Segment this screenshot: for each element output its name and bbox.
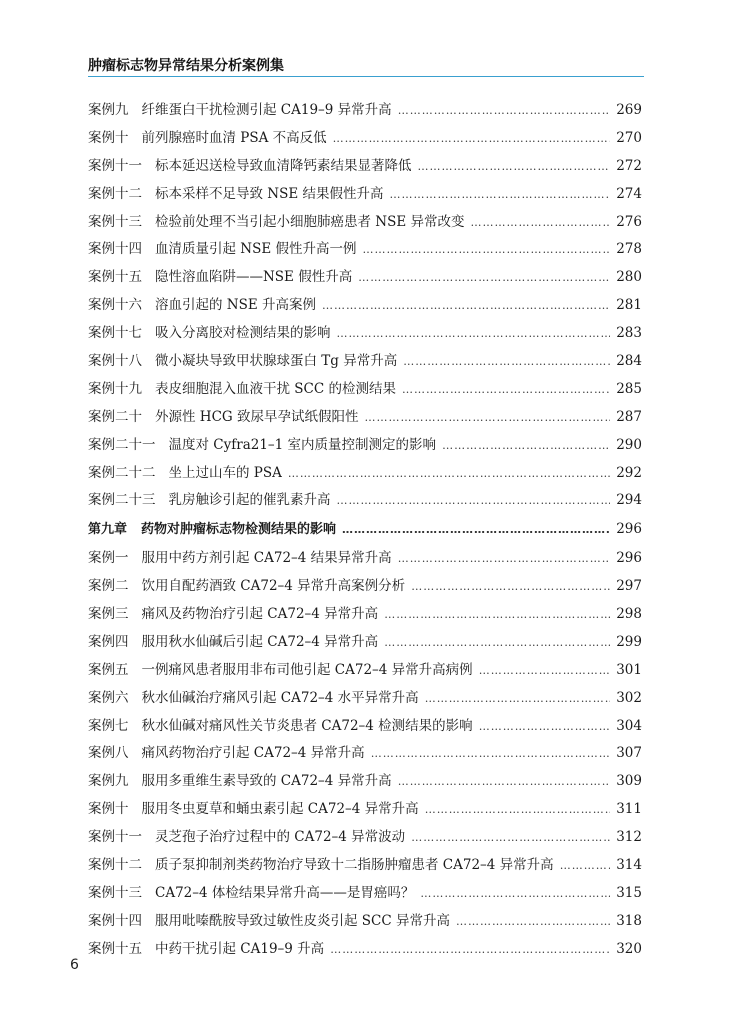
- toc-entry-label: 案例六: [88, 689, 129, 706]
- toc-entry-title: 痛风及药物治疗引起 CA72–4 异常升高: [141, 606, 379, 623]
- toc-entry[interactable]: [88, 182, 642, 210]
- toc-entry[interactable]: [88, 237, 642, 265]
- toc-entry[interactable]: [88, 574, 642, 602]
- dot-leader: [363, 243, 611, 256]
- toc-entry-title: 一例痛风患者服用非布司他引起 CA72–4 异常升高病例: [141, 661, 473, 678]
- dot-leader: [471, 216, 611, 229]
- toc-entry-page: 309: [616, 773, 642, 790]
- toc-entry-page: 278: [616, 241, 642, 258]
- dot-leader: [411, 831, 610, 844]
- toc-entry-label: 案例二十: [88, 408, 142, 425]
- toc-entry-page: 297: [616, 578, 642, 595]
- toc-entry[interactable]: [88, 210, 642, 238]
- toc-entry[interactable]: [88, 825, 642, 853]
- toc-entry-title: 吸入分离胶对检测结果的影响: [155, 325, 331, 342]
- toc-entry-label: 案例五: [88, 661, 129, 678]
- toc-entry-label: 案例十一: [88, 829, 142, 846]
- toc-entry-title: 标本采样不足导致 NSE 结果假性升高: [155, 185, 384, 202]
- toc-entry-title: 检验前处理不当引起小细胞肺癌患者 NSE 异常改变: [155, 213, 465, 230]
- toc-entry-page: 312: [616, 829, 642, 846]
- toc-entry[interactable]: [88, 546, 642, 574]
- dot-leader: [425, 803, 611, 816]
- toc-entry-label: 案例二十一: [88, 436, 156, 453]
- dot-leader: [322, 299, 610, 312]
- dot-leader: [479, 720, 611, 733]
- dot-leader: [358, 271, 610, 284]
- dot-leader: [425, 692, 611, 705]
- toc-entry-page: 315: [616, 884, 642, 901]
- toc-entry-title: 秋水仙碱治疗痛风引起 CA72–4 水平异常升高: [141, 689, 419, 706]
- toc-entry-page: 269: [616, 102, 642, 118]
- toc-entry-page: 318: [616, 912, 642, 929]
- toc-entry-page: 320: [616, 940, 642, 957]
- toc-entry-title: CA72–4 体检结果异常升高——是胃癌吗？: [155, 884, 415, 901]
- toc-entry-title: 前列腺癌时血清 PSA 不高反低: [141, 129, 327, 146]
- toc-entry-page: 296: [616, 550, 642, 567]
- toc-entry[interactable]: [88, 461, 642, 489]
- dot-leader: [390, 188, 611, 201]
- toc-entry-title: 微小凝块导致甲状腺球蛋白 Tg 异常升高: [155, 353, 398, 370]
- toc-entry-label: 案例十: [88, 801, 129, 818]
- toc-entry-page: 304: [616, 717, 642, 734]
- running-header-title: 肿瘤标志物异常结果分析案例集: [88, 58, 284, 74]
- toc-entry-label: 案例十一: [88, 157, 142, 174]
- toc-entry-label: 案例十四: [88, 241, 142, 258]
- toc-entry-page: 284: [616, 353, 642, 370]
- toc-entry[interactable]: [88, 265, 642, 293]
- toc-entry-label: 案例十二: [88, 857, 142, 874]
- toc-entry-label: 案例十三: [88, 884, 142, 901]
- toc-entry-title: 坐上过山车的 PSA: [168, 464, 282, 481]
- toc-entry-label: 案例十八: [88, 353, 142, 370]
- dot-leader: [384, 636, 610, 649]
- toc-entry-title: 纤维蛋白干扰检测引起 CA19–9 异常升高: [141, 102, 392, 118]
- dot-leader: [337, 494, 611, 507]
- toc-entry-title: 服用中药方剂引起 CA72–4 结果异常升高: [141, 550, 392, 567]
- toc-entry-label: 第九章: [88, 522, 128, 538]
- toc-entry-page: 276: [616, 213, 642, 230]
- toc-entry[interactable]: [88, 658, 642, 686]
- toc-entry-page: 270: [616, 129, 642, 146]
- page-number: 6: [70, 957, 79, 973]
- toc-entry-title: 溶血引起的 NSE 升高案例: [155, 297, 316, 314]
- dot-leader: [479, 664, 611, 677]
- toc-entry-label: 案例九: [88, 102, 129, 118]
- toc-entry[interactable]: [88, 881, 642, 909]
- toc-entry-page: 290: [616, 436, 642, 453]
- toc-entry-page: 285: [616, 380, 642, 397]
- toc-entry[interactable]: [88, 937, 642, 965]
- dot-leader: [442, 439, 610, 452]
- toc-entry-page: 311: [616, 801, 642, 818]
- dot-leader: [398, 104, 611, 117]
- toc-entry-title: 温度对 Cyfra21–1 室内质量控制测定的影响: [168, 436, 437, 453]
- toc-entry[interactable]: [88, 769, 642, 797]
- toc-entry[interactable]: [88, 321, 642, 349]
- toc-entry-title: 痛风药物治疗引起 CA72–4 异常升高: [141, 745, 365, 762]
- toc-chapter-entry[interactable]: [88, 518, 642, 546]
- toc-entry[interactable]: [88, 154, 642, 182]
- toc-entry-page: 307: [616, 745, 642, 762]
- toc-entry-title: 血清质量引起 NSE 假性升高一例: [155, 241, 357, 258]
- toc-entry-title: 灵芝孢子治疗过程中的 CA72–4 异常波动: [155, 829, 406, 846]
- toc-entry[interactable]: [88, 293, 642, 321]
- dot-leader: [371, 747, 611, 760]
- toc-entry-title: 服用冬虫夏草和蛹虫素引起 CA72–4 异常升高: [141, 801, 419, 818]
- toc-entry-title: 饮用自配药酒致 CA72–4 异常升高案例分析: [141, 578, 406, 595]
- toc-entry-label: 案例七: [88, 717, 129, 734]
- toc-entry-label: 案例一: [88, 550, 129, 567]
- toc-entry[interactable]: [88, 377, 642, 405]
- toc-entry-page: 299: [616, 633, 642, 650]
- dot-leader: [364, 411, 610, 424]
- toc-entry-page: 296: [616, 521, 642, 538]
- toc-entry-label: 案例二十二: [88, 464, 156, 481]
- toc-entry[interactable]: [88, 602, 642, 630]
- toc-entry[interactable]: [88, 98, 642, 126]
- toc-entry-title: 标本延迟送检导致血清降钙素结果显著降低: [155, 157, 412, 174]
- toc-entry-title: 服用秋水仙碱后引起 CA72–4 异常升高: [141, 633, 379, 650]
- toc-entry-page: 294: [616, 492, 642, 509]
- dot-leader: [403, 355, 610, 368]
- toc-entry-page: 301: [616, 661, 642, 678]
- toc-entry[interactable]: [88, 405, 642, 433]
- toc-entry[interactable]: [88, 909, 642, 937]
- toc-entry-label: 案例十三: [88, 213, 142, 230]
- dot-leader: [398, 552, 611, 565]
- toc-entry[interactable]: [88, 686, 642, 714]
- toc-entry-label: 案例十四: [88, 912, 142, 929]
- toc-entry-title: 药物对肿瘤标志物检测结果的影响: [141, 522, 337, 538]
- dot-leader: [398, 775, 611, 788]
- toc-entry-label: 案例九: [88, 773, 129, 790]
- toc-entry-title: 服用吡嗪酰胺导致过敏性皮炎引起 SCC 异常升高: [155, 912, 450, 929]
- toc-entry-label: 案例十九: [88, 380, 142, 397]
- dot-leader: [337, 327, 611, 340]
- toc-entry-page: 280: [616, 269, 642, 286]
- dot-leader: [420, 887, 610, 900]
- toc-entry-label: 案例十: [88, 129, 129, 146]
- dot-leader: [560, 859, 611, 872]
- toc-entry-title: 服用多重维生素导致的 CA72–4 异常升高: [141, 773, 392, 790]
- toc-entry-page: 283: [616, 325, 642, 342]
- toc-entry-page: 272: [616, 157, 642, 174]
- dot-leader: [384, 608, 610, 621]
- toc-entry-title: 质子泵抑制剂类药物治疗导致十二指肠肿瘤患者 CA72–4 异常升高: [155, 857, 554, 874]
- toc-entry[interactable]: [88, 126, 642, 154]
- toc-entry-page: 292: [616, 464, 642, 481]
- toc-entry[interactable]: [88, 349, 642, 377]
- toc-entry-title: 外源性 HCG 致尿早孕试纸假阳性: [155, 408, 359, 425]
- toc-entry-page: 302: [616, 689, 642, 706]
- dot-leader: [330, 943, 610, 956]
- toc-entry[interactable]: [88, 433, 642, 461]
- toc-entry-label: 案例三: [88, 606, 129, 623]
- toc-entry-title: 隐性溶血陷阱——NSE 假性升高: [155, 269, 353, 286]
- toc-entry-label: 案例十五: [88, 269, 142, 286]
- toc-entry[interactable]: [88, 714, 642, 742]
- dot-leader: [411, 580, 610, 593]
- toc-entry[interactable]: [88, 741, 642, 769]
- toc-entry-page: 298: [616, 606, 642, 623]
- toc-entry[interactable]: [88, 488, 642, 516]
- dot-leader: [418, 160, 611, 173]
- toc-entry-title: 乳房触诊引起的催乳素升高: [168, 492, 331, 509]
- toc-entry-page: 314: [616, 857, 642, 874]
- toc-entry-page: 287: [616, 408, 642, 425]
- dot-leader: [333, 132, 611, 145]
- toc-entry[interactable]: [88, 853, 642, 881]
- toc-entry-label: 案例十六: [88, 297, 142, 314]
- toc-entry-label: 案例二十三: [88, 492, 156, 509]
- toc-entry-title: 表皮细胞混入血液干扰 SCC 的检测结果: [155, 380, 396, 397]
- toc-entry-title: 秋水仙碱对痛风性关节炎患者 CA72–4 检测结果的影响: [141, 717, 473, 734]
- toc-entry-page: 281: [616, 297, 642, 314]
- toc-entry[interactable]: [88, 630, 642, 658]
- toc-entry[interactable]: [88, 797, 642, 825]
- dot-leader: [456, 915, 610, 928]
- toc-entry-label: 案例十五: [88, 940, 142, 957]
- dot-leader: [402, 383, 610, 396]
- toc-entry-page: 274: [616, 185, 642, 202]
- toc-entry-label: 案例二: [88, 578, 129, 595]
- toc-entry-title: 中药干扰引起 CA19–9 升高: [155, 940, 325, 957]
- dot-leader: [342, 523, 610, 536]
- table-of-contents: [88, 98, 642, 965]
- toc-entry-label: 案例十二: [88, 185, 142, 202]
- toc-entry-label: 案例十七: [88, 325, 142, 342]
- header-divider: [88, 76, 644, 77]
- toc-entry-label: 案例八: [88, 745, 129, 762]
- toc-entry-label: 案例四: [88, 633, 129, 650]
- dot-leader: [288, 467, 610, 480]
